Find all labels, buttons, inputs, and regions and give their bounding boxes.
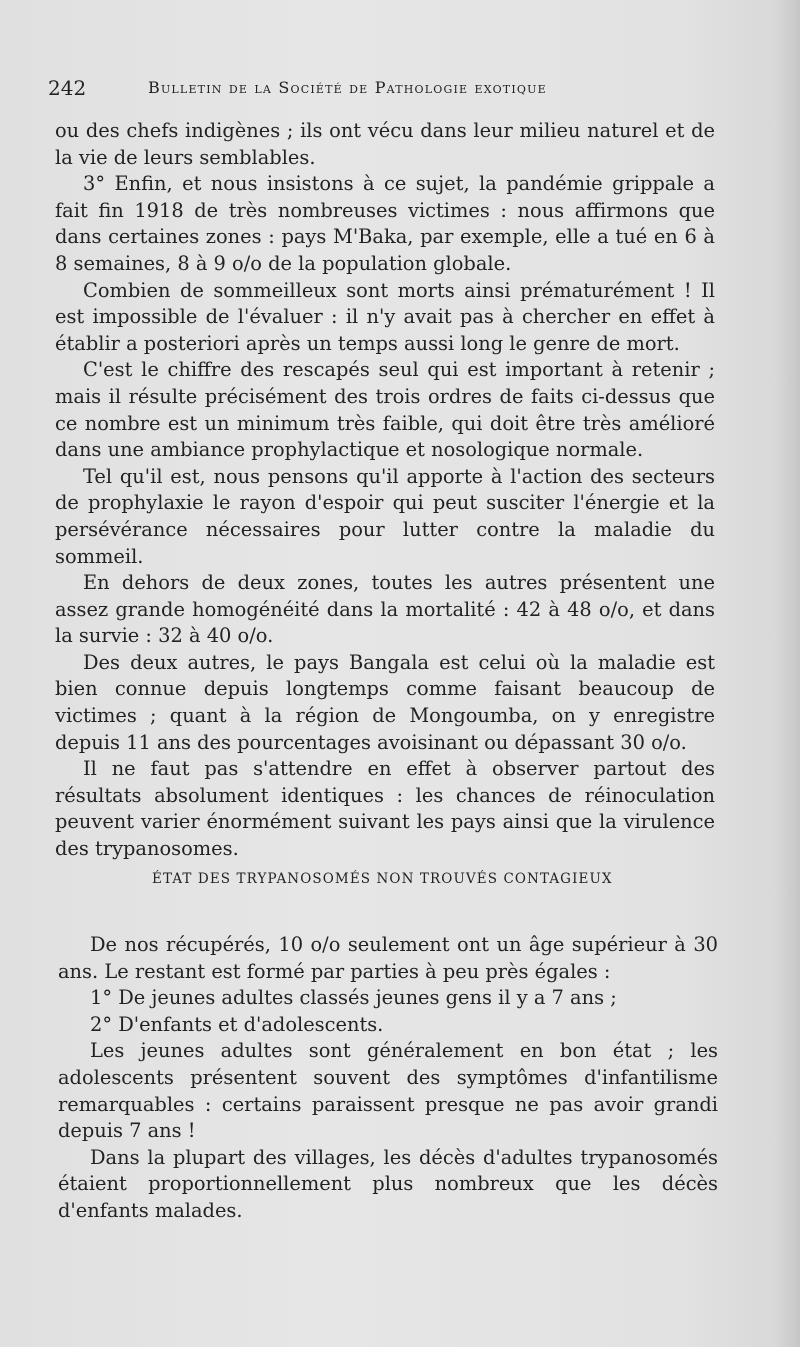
paragraph: 3° Enfin, et nous insistons à ce sujet, la pandémie grippale a fait fin 1918 de très nombreuses victimes : nous affirmons que dans certaines zones : pays M'Baka, par exemple, elle a tué en 6 à 8 semaines, 8 à 9 o/o de la population globale. — [55, 172, 715, 275]
page-number: 242 — [48, 76, 87, 100]
page-header — [48, 76, 668, 102]
body-text — [55, 118, 715, 863]
list-item: 2° D'enfants et d'adolescents. — [90, 1012, 384, 1036]
body-text-section — [58, 932, 718, 1225]
paragraph: ou des chefs indigènes ; ils ont vécu dans leur milieu naturel et de la vie de leurs semblables. — [55, 119, 715, 169]
page-edge-shadow — [776, 0, 800, 1347]
paragraph: De nos récupérés, 10 o/o seulement ont un âge supérieur à 30 ans. Le restant est formé par parties à peu près égales : — [58, 933, 718, 983]
paragraph: En dehors de deux zones, toutes les autres présentent une assez grande homogénéité dans la mortalité : 42 à 48 o/o, et dans la survie : 32 à 40 o/o. — [55, 571, 715, 648]
paragraph: Combien de sommeilleux sont morts ainsi prématurément ! Il est impossible de l'évaluer : il n'y avait pas à chercher en effet à établir a posteriori après un temps aussi long le genre de mort. — [55, 278, 715, 355]
paragraph: Les jeunes adultes sont généralement en bon état ; les adolescents présentent souvent des symptômes d'infantilisme remarquables : certains paraissent presque ne pas avoir grandi depuis 7 ans ! — [58, 1039, 718, 1143]
paragraph: Dans la plupart des villages, les décès d'adultes trypanosomés étaient proportionnellement plus nombreux que les décès d'enfants malades. — [58, 1145, 718, 1222]
paragraph: C'est le chiffre des rescapés seul qui est important à retenir ; mais il résulte précisément des trois ordres de faits ci-dessus que ce nombre est un minimum très faible, qui doit être très amélioré dans une ambiance prophylactique et nosologique normale. — [55, 358, 715, 462]
running-title: Bulletin de la Société de Pathologie exotique — [148, 78, 547, 97]
section-heading: ÉTAT DES TRYPANOSOMÉS NON TROUVÉS CONTAGIEUX — [152, 871, 613, 887]
paragraph: Des deux autres, le pays Bangala est celui où la maladie est bien connue depuis longtemps comme faisant beaucoup de victimes ; quant à la région de Mongoumba, on y enregistre depuis 11 ans des pourcentages avoisinant ou dépassant 30 o/o. — [55, 650, 715, 754]
list-item: 1° De jeunes adultes classés jeunes gens il y a 7 ans ; — [90, 986, 617, 1010]
paragraph: Tel qu'il est, nous pensons qu'il apporte à l'action des secteurs de prophylaxie le rayon d'espoir qui peut susciter l'énergie et la persévérance nécessaires pour lutter contre la maladie du sommeil. — [55, 464, 715, 568]
paragraph: Il ne faut pas s'attendre en effet à observer partout des résultats absolument identiques : les chances de réinoculation peuvent varier énormément suivant les pays ainsi que la virulence des trypanosomes. — [55, 757, 715, 861]
